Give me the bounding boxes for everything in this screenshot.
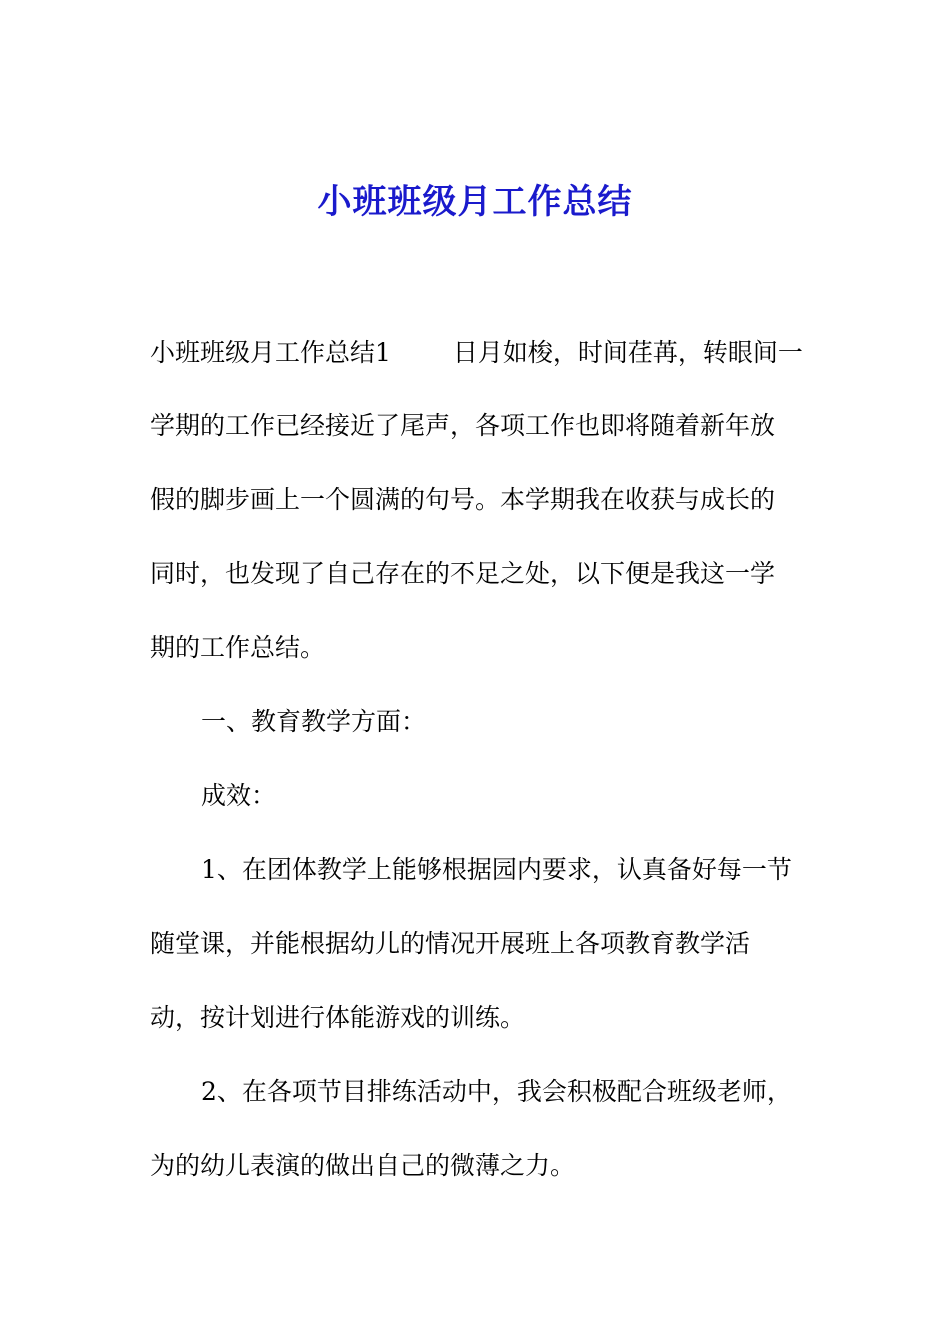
document-title: 小班班级月工作总结 <box>317 182 633 222</box>
section-heading: 一、教育教学方面： <box>201 707 427 736</box>
list-item-line: 随堂课，并能根据幼儿的情况开展班上各项教育教学活 <box>150 929 751 958</box>
paragraph-text: 日月如梭，时间荏苒，转眼间一 <box>452 338 803 367</box>
paragraph-line <box>150 335 803 371</box>
paragraph-line: 学期的工作已经接近了尾声，各项工作也即将随着新年放 <box>150 411 776 440</box>
intro-heading: 小班班级月工作总结1 <box>150 338 391 367</box>
paragraph-line: 假的脚步画上一个圆满的句号。本学期我在收获与成长的 <box>150 485 776 514</box>
paragraph-line: 同时，也发现了自己存在的不足之处，以下便是我这一学 <box>150 559 776 588</box>
subheading: 成效： <box>201 781 277 810</box>
paragraph-line: 期的工作总结。 <box>150 633 326 662</box>
list-item-line: 1、在团体教学上能够根据园内要求，认真备好每一节 <box>201 855 792 884</box>
list-item-line: 为的幼儿表演的做出自己的微薄之力。 <box>150 1151 576 1180</box>
list-item-line: 动，按计划进行体能游戏的训练。 <box>150 1003 526 1032</box>
list-item-line: 2、在各项节目排练活动中，我会积极配合班级老师， <box>201 1077 792 1106</box>
